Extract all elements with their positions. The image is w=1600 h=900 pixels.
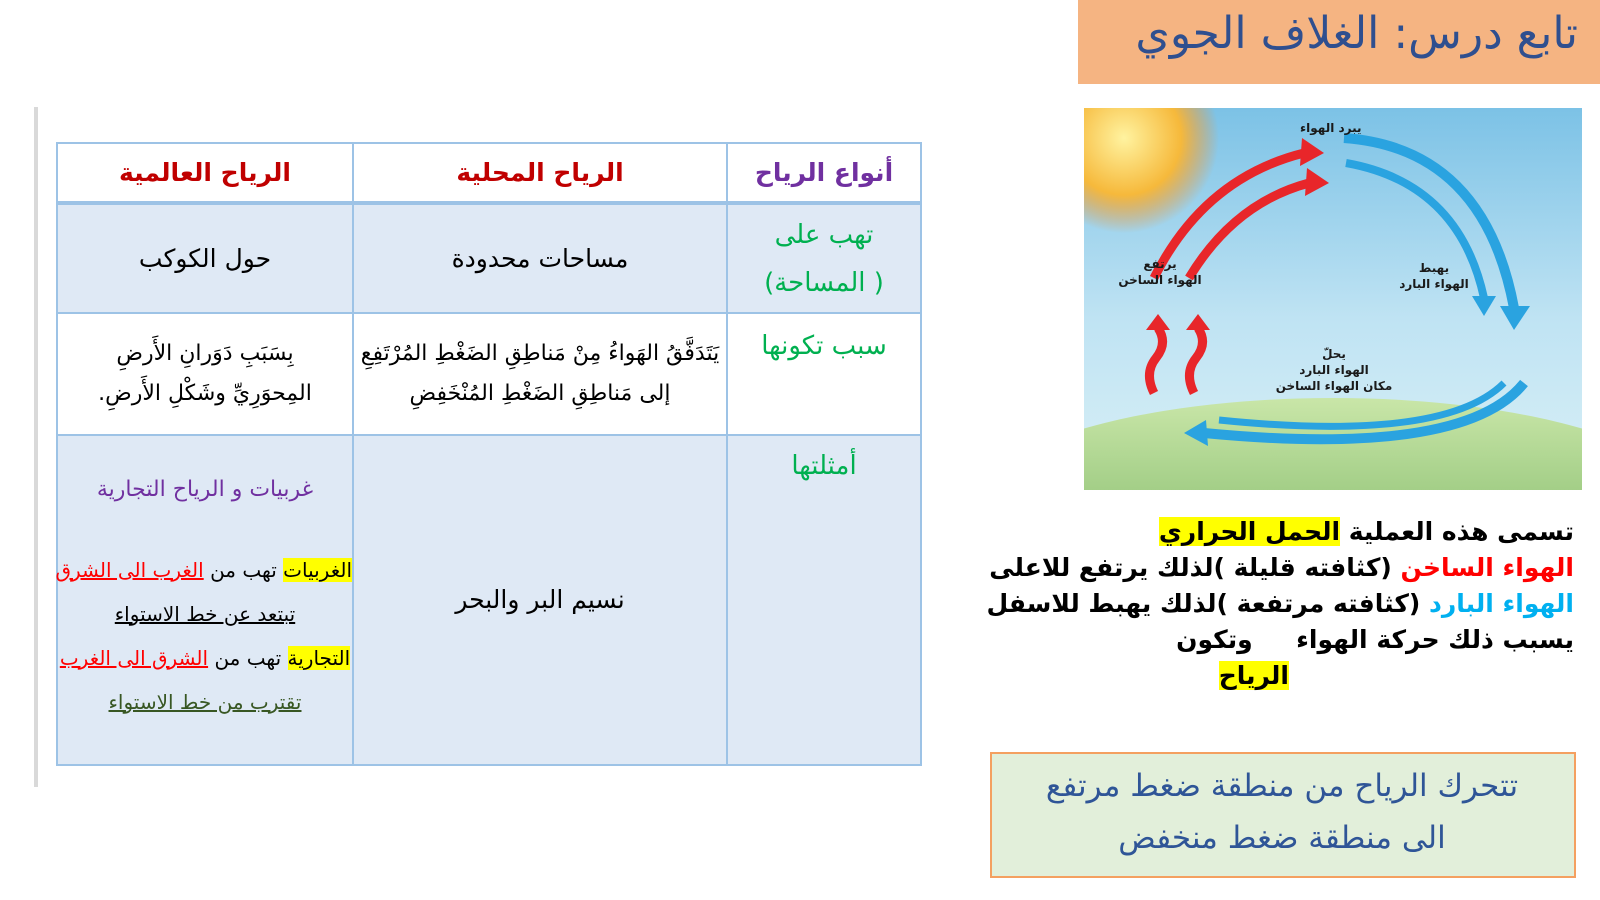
trades-line: التجارية تهب من الشرق الى الغرب [59,645,351,670]
title-banner [1078,0,1600,84]
key-note-box: تتحرك الرياح من منطقة ضغط مرتفع الى منطقة ضغط منخفض [990,752,1576,878]
row-label-area: تهب على ( المساحة) [727,203,921,313]
row-label-examples: أمثلتها [727,435,921,765]
table-row [57,313,921,435]
header-types: أنواع الرياح [727,143,921,203]
left-divider [34,107,38,787]
table-row [57,435,921,765]
global-cause-cell: بِسَبَبِ دَوَرانِ الأَرضِ المِحوَرِيِّ وشَكْلِ الأَرضِ. [57,313,353,435]
convection-illustration [1084,108,1582,490]
label-hot-rises: يرتفع الهواء الساخن [1118,257,1202,287]
global-examples-cell: غربيات و الرياح التجارية الغربيات تهب من الغرب الى الشرق تبتعد عن خط الاستواء التجارية تهب من الشرق الى الغرب تقترب من خط الاستواء [57,435,353,765]
label-cold-sinks: يهبط الهواء البارد [1399,261,1469,291]
local-cause-cell: يَتَدَفَّقُ الهَواءُ مِنْ مَناطِقِ الضَغْطِ المُرْتَفِعِ إلى مَناطِقِ الضَغْطِ المُنْخَفِضِ [353,313,727,435]
local-examples-cell: نسيم البر والبحر [353,435,727,765]
label-air-cools: يبرد الهواء [1300,121,1362,135]
header-global: الرياح العالمية [57,143,353,203]
table-row [57,203,921,313]
row-label-cause: سبب تكونها [727,313,921,435]
winds-table [56,142,922,766]
westerlies-line: الغربيات تهب من الغرب الى الشرق [55,557,352,582]
label-cold-replaces: يحلّ الهواء البارد مكان الهواء الساخن [1275,347,1393,393]
local-area-cell: مساحات محدودة [353,203,727,313]
convection-diagram [1084,108,1582,490]
page-title: تابع درس: الغلاف الجوي [1135,8,1578,59]
global-area-cell: حول الكوكب [57,203,353,313]
header-local: الرياح المحلية [353,143,727,203]
table-header-row [57,143,921,203]
convection-explanation: تسمى هذه العملية الحمل الحراري الهواء الساخن (كثافته قليلة )لذلك يرتفع للاعلى الهواء البارد (كثافته مرتفعة )لذلك يهبط للاسفل يسبب ذلك حركة الهواء وتكون الرياح [986,517,1574,690]
